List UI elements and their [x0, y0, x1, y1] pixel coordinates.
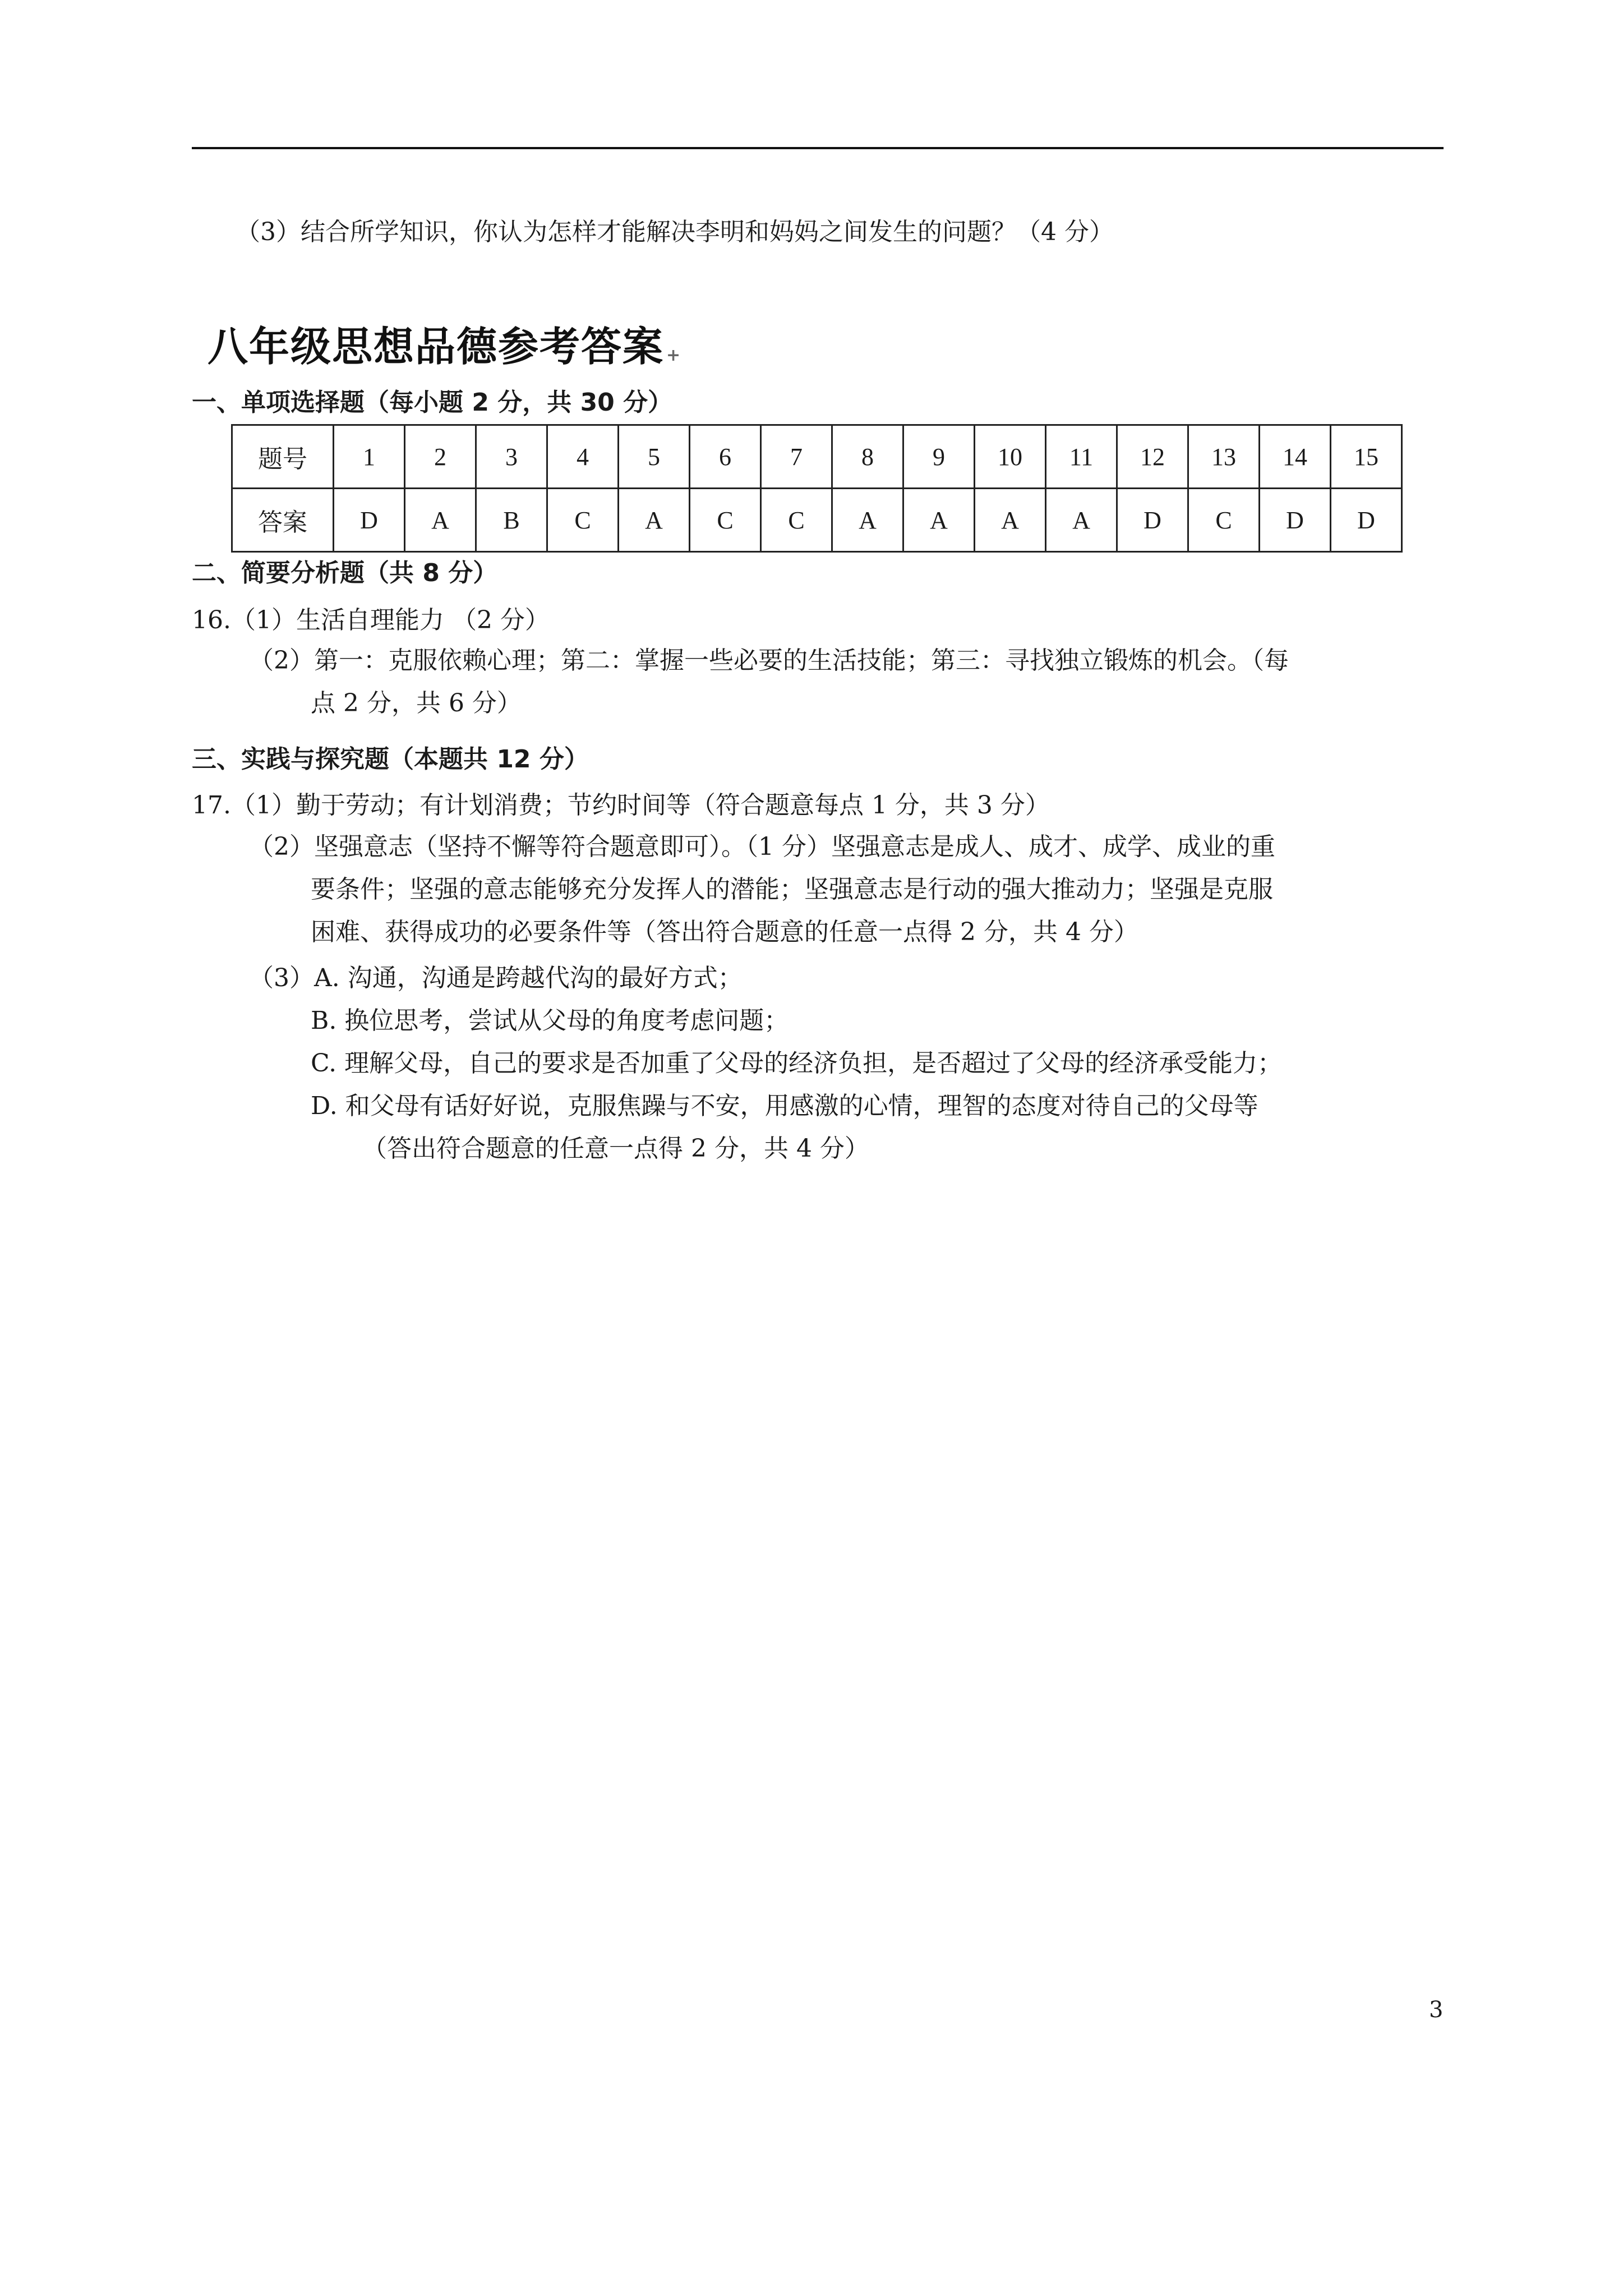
answer-17-3-c: C. 理解父母，自己的要求是否加重了父母的经济负担，是否超过了父母的经济承受能力；	[311, 1049, 1283, 1078]
page-number: 3	[1429, 1997, 1444, 2023]
table-row-numbers	[232, 425, 1402, 489]
table-cell: 6	[690, 425, 761, 489]
answer-17-1: 17.（1）勤于劳动；有计划消费；节约时间等（符合题意每点 1 分，共 3 分）	[192, 791, 1050, 820]
table-cell: 13	[1188, 425, 1260, 489]
table-cell: 8	[832, 425, 903, 489]
table-cell: 10	[975, 425, 1046, 489]
table-cell: B	[476, 489, 547, 552]
section-1-heading: 一、单项选择题（每小题 2 分，共 30 分）	[192, 388, 673, 417]
header-rule	[192, 147, 1444, 149]
answer-16-2-line1: （2）第一：克服依赖心理；第二：掌握一些必要的生活技能；第三：寻找独立锻炼的机会。（每	[249, 646, 1289, 675]
answer-key-title	[208, 314, 681, 372]
section-2-heading: 二、简要分析题（共 8 分）	[192, 559, 498, 587]
table-cell: 11	[1046, 425, 1117, 489]
answer-17-2-line2: 要条件；坚强的意志能够充分发挥人的潜能；坚强意志是行动的强大推动力；坚强是克服	[311, 875, 1273, 904]
table-cell: 15	[1331, 425, 1402, 489]
table-cell: D	[1117, 489, 1188, 552]
table-cell: A	[903, 489, 975, 552]
table-cell: 2	[405, 425, 476, 489]
table-cell: C	[547, 489, 619, 552]
table-cell: A	[975, 489, 1046, 552]
table-cell: A	[832, 489, 903, 552]
table-cell: 3	[476, 425, 547, 489]
table-cell: 1	[334, 425, 405, 489]
answer-table	[231, 424, 1403, 553]
question-3-text: （3）结合所学知识，你认为怎样才能解决李明和妈妈之间发生的问题？（4 分）	[236, 218, 1114, 246]
table-cell: A	[1046, 489, 1117, 552]
answer-17-2-line3: 困难、获得成功的必要条件等（答出符合题意的任意一点得 2 分，共 4 分）	[311, 918, 1138, 946]
table-cell: 5	[619, 425, 690, 489]
answer-17-3-note: （答出符合题意的任意一点得 2 分，共 4 分）	[362, 1134, 869, 1163]
table-cell: 4	[547, 425, 619, 489]
table-row-label: 答案	[232, 489, 334, 552]
answer-17-2-line1: （2）坚强意志（坚持不懈等符合题意即可）。（1 分）坚强意志是成人、成才、成学、成业的重	[249, 832, 1275, 861]
table-cell: 9	[903, 425, 975, 489]
table-cell: D	[1260, 489, 1331, 552]
table-cell: 12	[1117, 425, 1188, 489]
table-cell: 7	[761, 425, 832, 489]
table-cell: C	[761, 489, 832, 552]
table-cell: D	[1331, 489, 1402, 552]
answer-17-3-d: D. 和父母有话好好说，克服焦躁与不安，用感激的心情，理智的态度对待自己的父母等	[311, 1092, 1258, 1120]
answer-17-3-a: （3）A. 沟通，沟通是跨越代沟的最好方式；	[249, 964, 743, 992]
answer-17-3-b: B. 换位思考，尝试从父母的角度考虑问题；	[311, 1006, 789, 1035]
table-row-answers	[232, 489, 1402, 552]
table-cell: C	[690, 489, 761, 552]
table-cell: C	[1188, 489, 1260, 552]
answer-16-2-line2: 点 2 分，共 6 分）	[311, 689, 522, 717]
table-row-label: 题号	[232, 425, 334, 489]
answer-16-1: 16.（1）生活自理能力 （2 分）	[192, 606, 550, 634]
table-cell: A	[619, 489, 690, 552]
table-cell: 14	[1260, 425, 1331, 489]
table-cell: A	[405, 489, 476, 552]
table-cell: D	[334, 489, 405, 552]
title-mark: +	[666, 346, 682, 365]
section-3-heading: 三、实践与探究题（本题共 12 分）	[192, 745, 589, 774]
answer-key-title-text: 八年级思想品德参考答案	[208, 323, 665, 370]
